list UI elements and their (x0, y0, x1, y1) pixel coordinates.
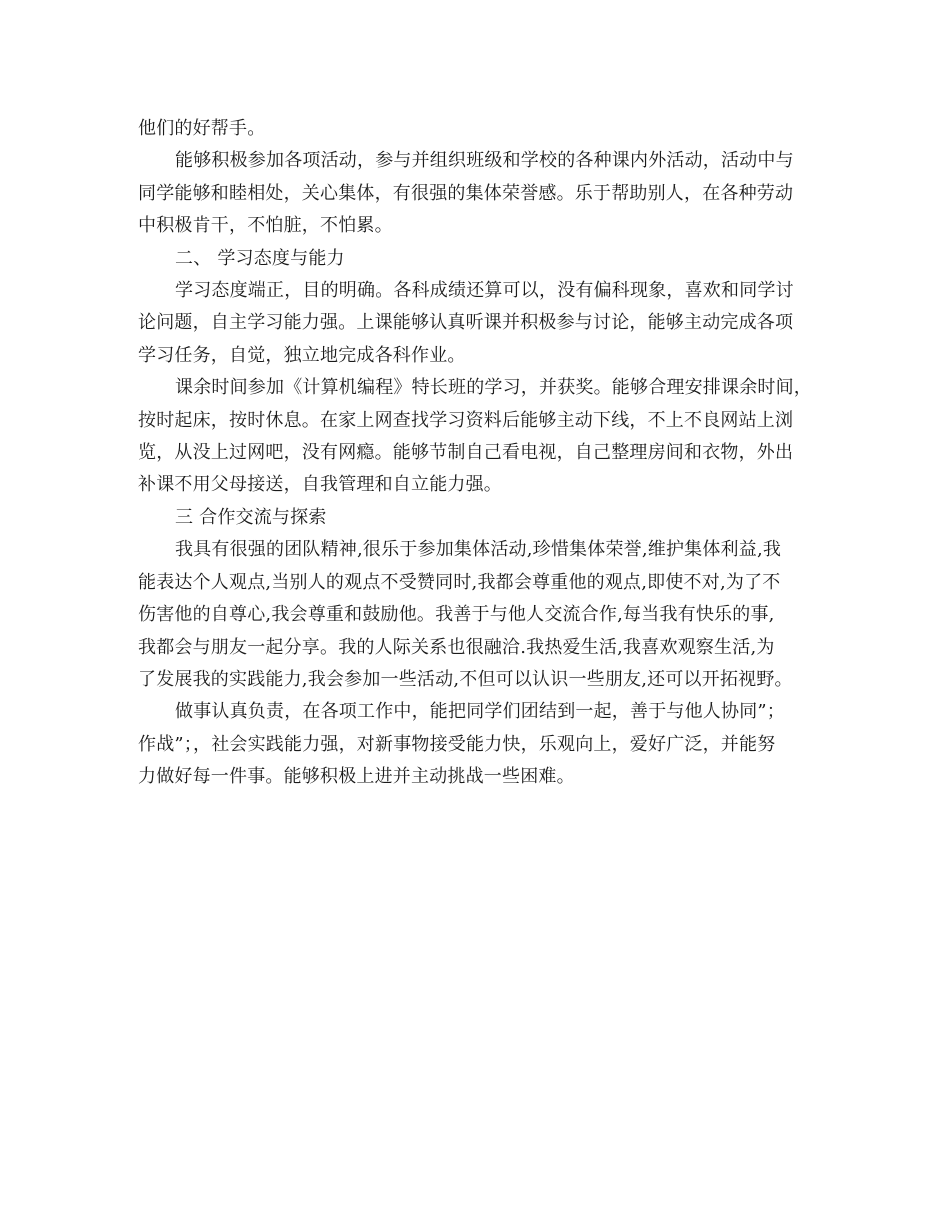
paragraph-line: 学习态度端正，目的明确。各科成绩还算可以，没有偏科现象，喜欢和同学讨 (175, 280, 794, 302)
paragraph-line: 补课不用父母接送，自我管理和自立能力强。 (138, 474, 502, 496)
paragraph-line: 做事认真负责，在各项工作中，能把同学们团结到一起，善于与他人协同”； (175, 701, 785, 723)
paragraph-line: 了发展我的实践能力,我会参加一些活动,不但可以认识一些朋友,还可以开拓视野。 (138, 668, 793, 690)
section-heading (138, 243, 816, 275)
section-heading (138, 502, 816, 534)
paragraph-line: 能够积极参加各项活动，参与并组织班级和学校的各种课内外活动，活动中与 (175, 150, 794, 172)
paragraph (138, 372, 816, 502)
heading-text: 三 合作交流与探索 (175, 506, 327, 528)
paragraph-line: 他们的好帮手。 (138, 118, 266, 139)
paragraph-line: 我具有很强的团队精神,很乐于参加集体活动,珍惜集体荣誉,维护集体利益,我 (175, 539, 782, 561)
paragraph-line: 力做好每一件事。能够积极上进并主动挑战一些困难。 (138, 766, 575, 788)
paragraph (138, 113, 816, 145)
paragraph (138, 275, 816, 372)
paragraph-line: 按时起床，按时休息。在家上网查找学习资料后能够主动下线，不上不良网站上浏 (138, 409, 794, 431)
heading-text: 二、 学习态度与能力 (175, 247, 345, 269)
paragraph (138, 145, 816, 242)
paragraph-line: 能表达个人观点,当别人的观点不受赞同时,我都会尊重他的观点,即使不对,为了不 (138, 571, 781, 593)
paragraph (138, 696, 816, 793)
paragraph-line: 作战”；，社会实践能力强，对新事物接受能力快，乐观向上，爱好广泛，并能努 (138, 733, 776, 755)
document-body (138, 113, 816, 794)
paragraph-line: 中积极肯干，不怕脏，不怕累。 (138, 215, 393, 237)
paragraph-line: 论问题，自主学习能力强。上课能够认真听课并积极参与讨论，能够主动完成各项 (138, 312, 794, 334)
paragraph-line: 学习任务，自觉，独立地完成各科作业。 (138, 344, 466, 366)
paragraph (138, 534, 816, 696)
paragraph-line: 课余时间参加《计算机编程》特长班的学习，并获奖。能够合理安排课余时间， (175, 377, 812, 399)
paragraph-line: 伤害他的自尊心,我会尊重和鼓励他。我善于与他人交流合作,每当我有快乐的事, (138, 604, 775, 626)
paragraph-line: 我都会与朋友一起分享。我的人际关系也很融洽.我热爱生活,我喜欢观察生活,为 (138, 636, 775, 658)
paragraph-line: 览，从没上过网吧，没有网瘾。能够节制自己看电视，自己整理房间和衣物，外出 (138, 442, 794, 464)
paragraph-line: 同学能够和睦相处，关心集体，有很强的集体荣誉感。乐于帮助别人，在各种劳动 (138, 182, 794, 204)
